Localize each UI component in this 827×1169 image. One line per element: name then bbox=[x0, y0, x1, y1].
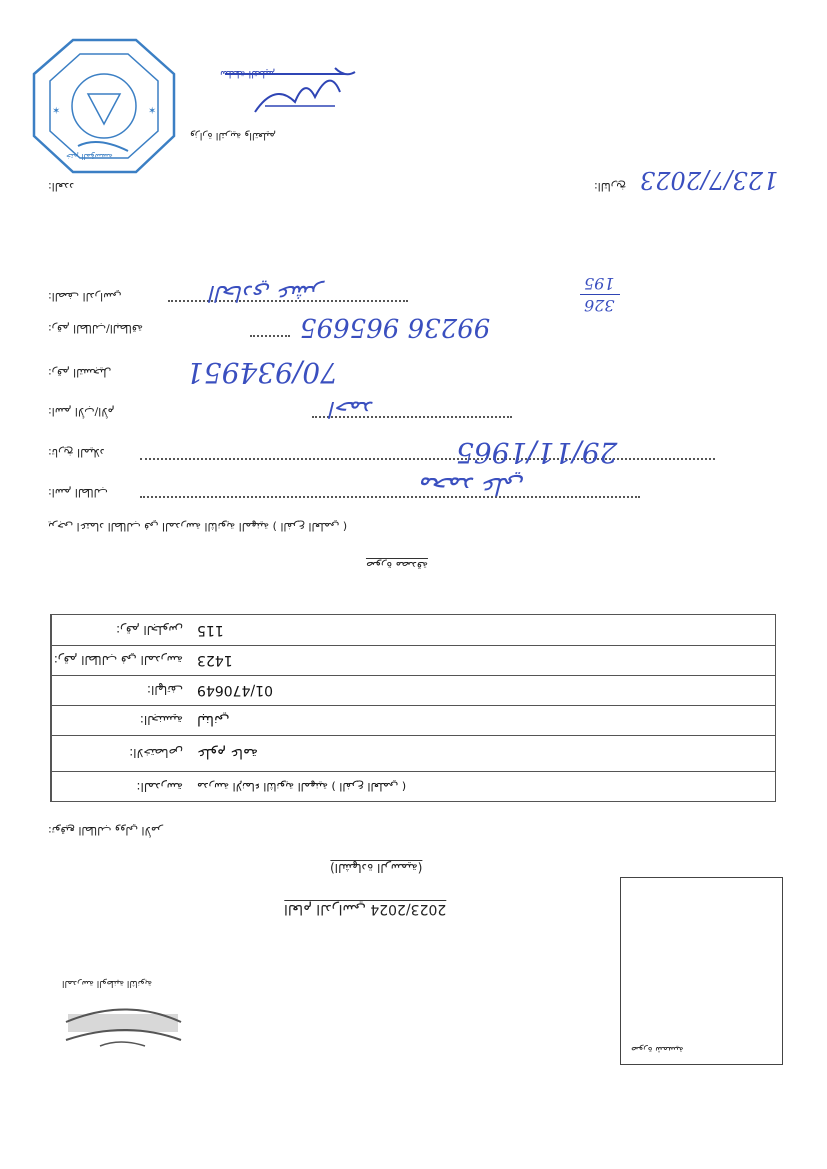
table-cell-value: 1423 bbox=[197, 652, 233, 669]
date-label: التاريخ: bbox=[594, 180, 627, 193]
table-cell-value: لبناني bbox=[197, 712, 230, 729]
field-dots-birth-date bbox=[140, 458, 715, 460]
field-label-registration: رقم التسجيل: bbox=[48, 366, 112, 379]
table-cell-value: علوم عامة bbox=[197, 745, 258, 762]
table-row bbox=[51, 705, 775, 735]
top-right-line: سلطة التعليم bbox=[220, 68, 276, 79]
table-cell-value: مدرسة الإنماء الثانوية المهنية ( الفرع العلمي ) bbox=[197, 780, 407, 794]
stamp-caption: ختم المؤسسة bbox=[66, 152, 113, 161]
logo-caption: المدرسة الوطنية الثانوية bbox=[62, 978, 153, 988]
student-info-table bbox=[50, 614, 776, 802]
fraction-bottom: 326 bbox=[584, 296, 615, 315]
table-cell-label: الهاتف: bbox=[51, 676, 189, 705]
table-cell-label: الجنسية: bbox=[51, 706, 189, 735]
table-row bbox=[51, 675, 775, 705]
table-cell-value: 115 bbox=[197, 622, 224, 638]
photo-caption: صورة شمسية bbox=[631, 1044, 684, 1054]
field-label-student-name: اسم الطالب: bbox=[48, 486, 108, 499]
field-value-grade: الحادي عشر bbox=[210, 280, 323, 305]
table-cell-value: 01/470649 bbox=[197, 682, 273, 699]
field-value-parent: احمد bbox=[330, 396, 374, 421]
field-value-birth-date: 29/11/1965 bbox=[456, 436, 618, 469]
field-label-parent: اسم الأب/الأم: bbox=[48, 405, 115, 418]
date-value: 123/7/2023 bbox=[640, 166, 779, 194]
field-value-student-name: محمد علي bbox=[420, 472, 525, 500]
note-sub: صورة مصدقة bbox=[366, 559, 428, 572]
school-logo bbox=[60, 1000, 185, 1060]
paren-line: (الشهادة الرسمية) bbox=[330, 861, 423, 875]
doc-number-label: العدد: bbox=[48, 180, 75, 193]
field-label-birth-date: تاريخ الميلاد: bbox=[48, 446, 105, 459]
issuer-line: وزارة التربية والتعليم bbox=[190, 130, 276, 141]
table-row bbox=[51, 645, 775, 675]
field-dots-student-name bbox=[140, 496, 640, 498]
signature-label: توقيع الطالب وولي الأمر: bbox=[48, 824, 163, 837]
year-line: العام الدراسي 2023/2024 bbox=[284, 901, 447, 917]
table-cell-label: الاختصاص: bbox=[51, 736, 189, 771]
table-row bbox=[51, 615, 775, 645]
svg-text:✶: ✶ bbox=[148, 106, 157, 117]
field-value-student-number: 99236 965695 bbox=[300, 312, 491, 342]
fraction-top: 195 bbox=[584, 274, 615, 293]
field-dots-student-number bbox=[250, 335, 290, 337]
svg-text:✶: ✶ bbox=[52, 106, 61, 117]
note-line: يرجى اعتماد الطالب في المدرسة الثانوية المهنية ( الفرع العلمي ) bbox=[48, 520, 348, 533]
table-row bbox=[51, 771, 775, 802]
table-row bbox=[51, 735, 775, 771]
field-label-grade: الصف الدراسي: bbox=[48, 290, 122, 303]
photo-box bbox=[620, 877, 783, 1065]
table-cell-label: رقم الطالب في المدرسة: bbox=[51, 646, 189, 675]
table-cell-label: المدرسة: bbox=[51, 772, 189, 802]
field-value-registration: 70/934951 bbox=[186, 356, 338, 389]
fraction-bar bbox=[580, 294, 620, 295]
table-cell-label: رقم الجلوس: bbox=[51, 615, 189, 645]
field-label-student-number: رقم الطالب/البطاقة: bbox=[48, 322, 144, 335]
